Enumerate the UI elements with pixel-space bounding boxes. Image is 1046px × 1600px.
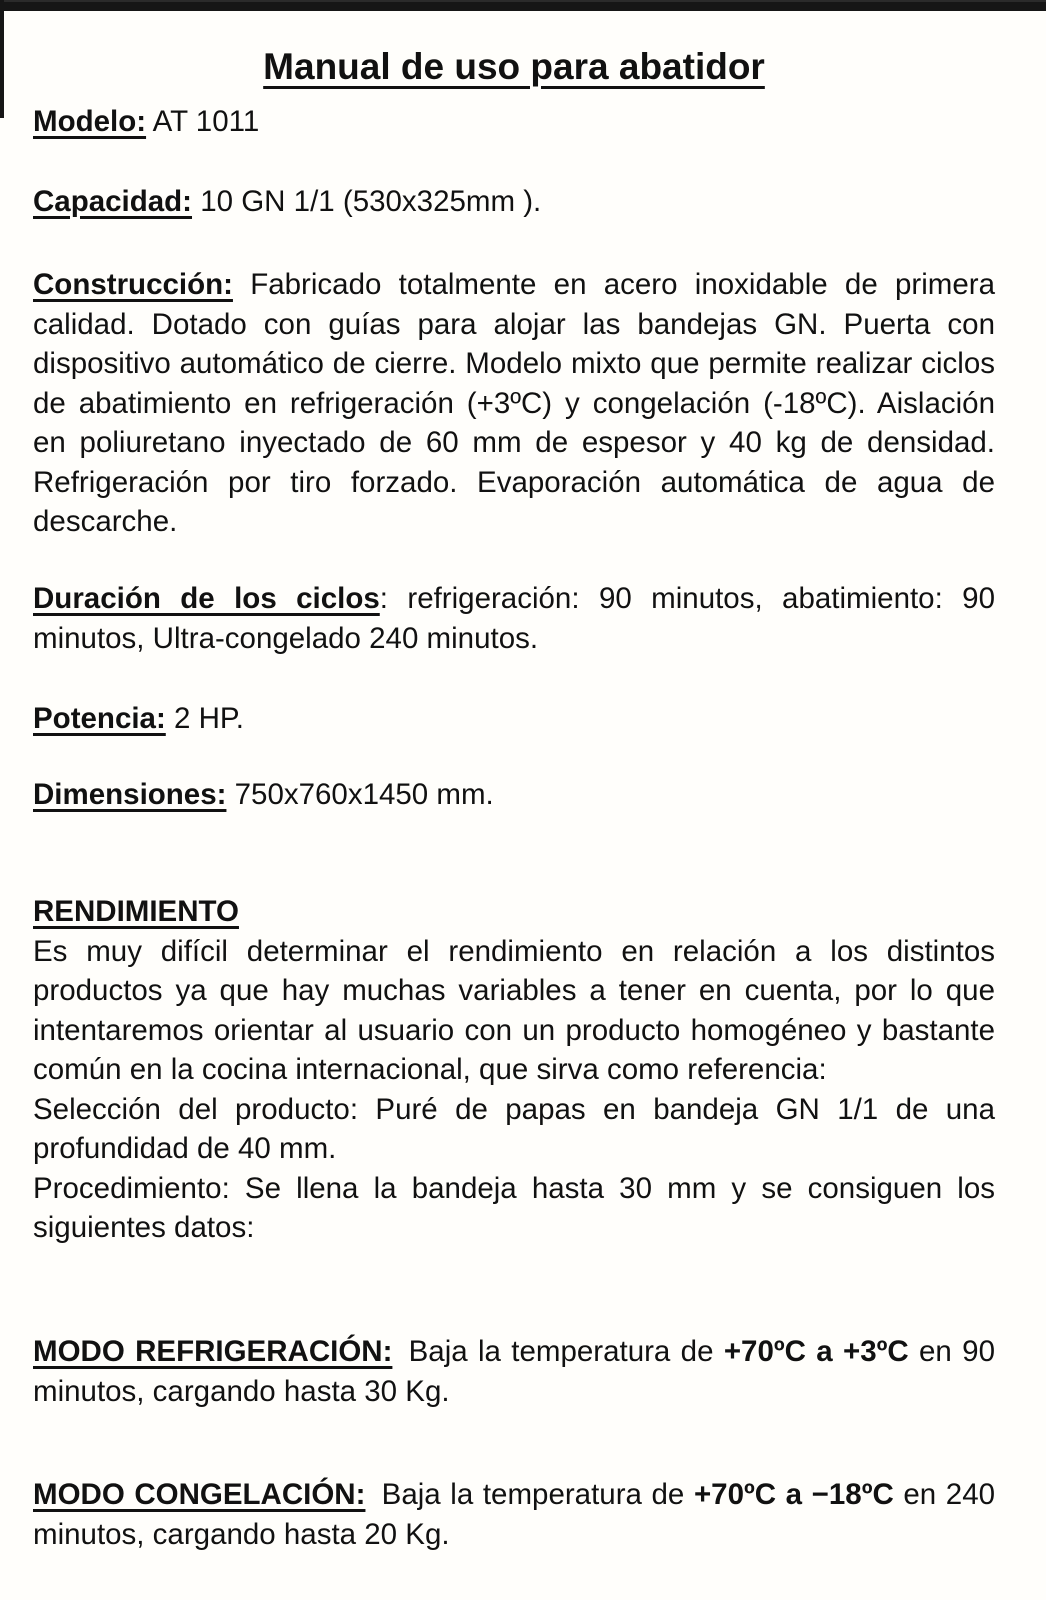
spec-modelo-value: AT 1011 [146, 105, 260, 138]
mode-congelacion-temp-range: +70ºC a −18ºC [693, 1478, 894, 1511]
spec-duracion-label: Duración de los ciclos [33, 582, 380, 615]
mode-refrigeracion-text-post: en 90 minutos, cargando hasta 30 Kg. [33, 1335, 995, 1408]
rendimiento-heading: RENDIMIENTO [33, 895, 239, 928]
rendimiento-intro-paragraph: Es muy difícil determinar el rendimiento en relación a los distintos productos ya que hay muchas variables a tener en cuenta, por lo que intentaremos orientar al usuario con un producto homogéneo y bastante común en la cocina internacional, que sirva como referencia: [33, 934, 995, 1086]
spec-construccion-label: Construcción: [33, 268, 233, 301]
page-title: Manual de uso para abatidor [263, 46, 765, 87]
mode-refrigeracion-temp-range: +70ºC a +3ºC [723, 1335, 909, 1368]
mode-congelacion-label: MODO CONGELACIÓN: [33, 1478, 366, 1511]
spec-dimensiones-label: Dimensiones: [33, 778, 227, 811]
mode-congelacion-text-post: en 240 minutos, cargando hasta 20 Kg. [33, 1478, 996, 1551]
section-rendimiento [33, 892, 995, 1248]
spec-modelo-label: Modelo: [33, 105, 147, 138]
mode-refrigeracion-text-pre: Baja la temperatura de [408, 1335, 724, 1368]
spec-potencia-label: Potencia: [33, 702, 166, 735]
spec-capacidad [33, 182, 995, 222]
mode-refrigeracion-label: MODO REFRIGERACIÓN: [33, 1335, 393, 1368]
spec-construccion [33, 265, 995, 542]
rendimiento-seleccion-paragraph: Selección del producto: Puré de papas en bandeja GN 1/1 de una profundidad de 40 mm. [33, 1092, 995, 1165]
spec-duracion-value: : refrigeración: 90 minutos, abatimiento: 90 minutos, Ultra-congelado 240 minutos. [33, 582, 995, 655]
scan-artifact-top-bar [0, 0, 1046, 11]
mode-congelacion-paragraph [33, 1475, 995, 1554]
spec-duracion-ciclos [33, 579, 995, 658]
mode-refrigeracion-paragraph [33, 1332, 995, 1411]
spec-dimensiones-value: 750x760x1450 mm. [226, 778, 494, 811]
scan-artifact-left-bar [0, 0, 4, 118]
mode-congelacion-text-pre: Baja la temperatura de [381, 1478, 694, 1511]
spec-capacidad-value: 10 GN 1/1 (530x325mm ). [192, 185, 542, 218]
spec-construccion-value: Fabricado totalmente en acero inoxidable de primera calidad. Dotado con guías para alojar las bandejas GN. Puerta con dispositivo automático de cierre. Modelo mixto que permite realizar ciclos de abatimiento en refrigeración (+3ºC) y congelación (-18ºC). Aislación en poliuretano inyectado de 60 mm de espesor y 40 kg de densidad. Refrigeración por tiro forzado. Evaporación automática de agua de descarche. [33, 268, 995, 538]
rendimiento-procedimiento-paragraph: Procedimiento: Se llena la bandeja hasta 30 mm y se consiguen los siguientes datos: [33, 1171, 995, 1244]
spec-capacidad-label: Capacidad: [33, 185, 193, 218]
spec-potencia-value: 2 HP. [165, 702, 244, 735]
spec-modelo [33, 102, 995, 142]
spec-dimensiones [33, 775, 995, 815]
spec-potencia [33, 699, 995, 739]
